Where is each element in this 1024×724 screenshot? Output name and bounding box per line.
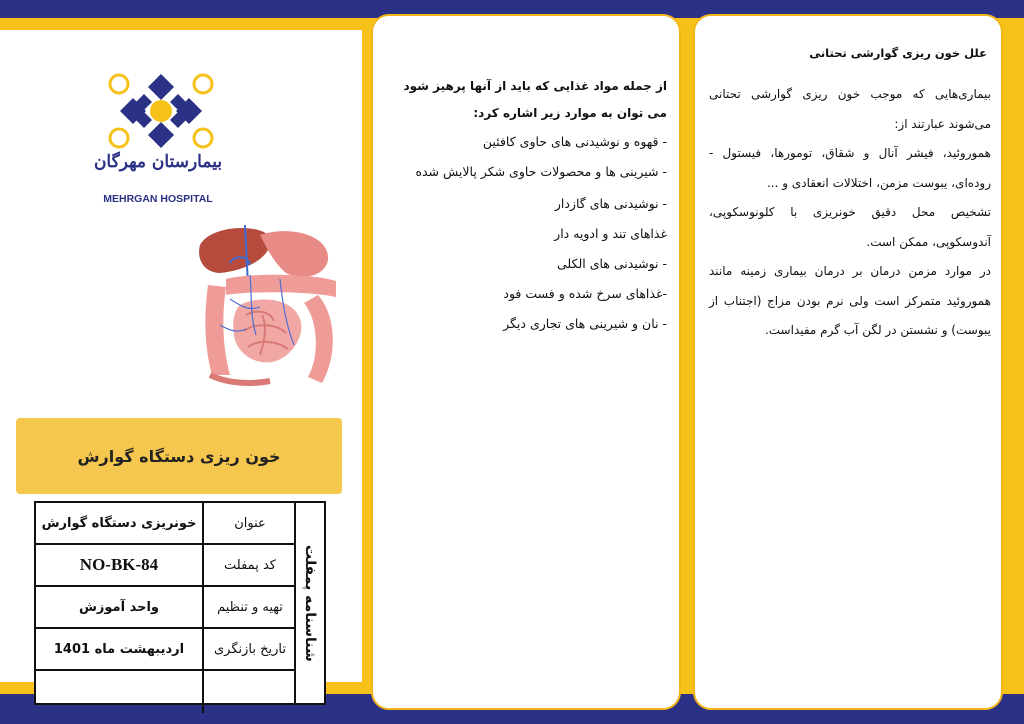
row-key (202, 671, 296, 713)
cover-title-box (16, 418, 342, 494)
list-item: - نوشیدنی های گازدار (554, 196, 667, 211)
hospital-name-fa: بیمارستان مهرگان (93, 152, 223, 172)
digestive-system-illustration (190, 215, 350, 390)
pamphlet-id-table (34, 501, 326, 705)
paragraph: هموروئید، فیشر آنال و شقاق، تومورها، فیستول - روده‌ای، یبوست مزمن، اختلالات انعقادی و ... (709, 146, 991, 190)
list-item: غذاهای تند و ادویه دار (554, 226, 667, 241)
diet-intro: از جمله مواد غذایی که باید از آنها پرهیز شود می توان به موارد زیر اشاره کرد: (403, 79, 667, 120)
paragraph: در موارد مزمن درمان بر درمان بیماری زمینه مانند هموروئید متمرکز است ولی نرم بودن مزاج (اجتناب از یبوست) و نشستن در لگن آب گرم مفیداست. (709, 264, 991, 337)
row-key: تاریخ بازنگری (202, 629, 296, 669)
list-item: - قهوه و نوشیدنی های حاوی کافئین (482, 134, 667, 149)
row-value: واحد آموزش (78, 599, 160, 615)
list-item: - شیرینی ها و محصولات حاوی شکر پالایش شده (415, 164, 667, 179)
table-row (36, 587, 296, 629)
row-key: کد پمفلت (202, 545, 296, 585)
paragraph: تشخیص محل دقیق خونریزی با کلونوسکوپی، آندوسکوپی، ممکن است. (709, 205, 991, 249)
cover-title: خون ریزی دستگاه گوارش (77, 446, 281, 466)
row-key: عنوان (202, 503, 296, 543)
row-key: تهیه و تنظیم (202, 587, 296, 627)
causes-heading: علل خون ریزی گوارشی تحتانی (809, 46, 987, 60)
paragraph: بیماری‌هایی که موجب خون ریزی گوارشی تحتانی می‌شوند عبارتند از: (709, 87, 991, 131)
id-table-side-label: شناسنامه پمفلت (294, 503, 324, 703)
row-value: NO-BK-84 (79, 555, 159, 574)
hospital-name-en: MEHRGAN HOSPITAL (103, 193, 213, 205)
table-row (36, 629, 296, 671)
diet-card (371, 14, 681, 710)
causes-card (693, 14, 1003, 710)
table-row (36, 503, 296, 545)
list-item: - نان و شیرینی های تجاری دیگر (503, 316, 667, 331)
diet-content (389, 73, 667, 339)
list-item: -غذاهای سرخ شده و فست فود (503, 286, 667, 301)
row-value: خونریزی دستگاه گوارش (41, 515, 197, 531)
list-item: - نوشیدنی های الکلی (557, 256, 667, 271)
row-value (36, 671, 202, 713)
table-row (36, 671, 296, 713)
table-row (36, 545, 296, 587)
row-value: اردیبهشت ماه 1401 (53, 641, 185, 657)
causes-content (709, 80, 991, 346)
